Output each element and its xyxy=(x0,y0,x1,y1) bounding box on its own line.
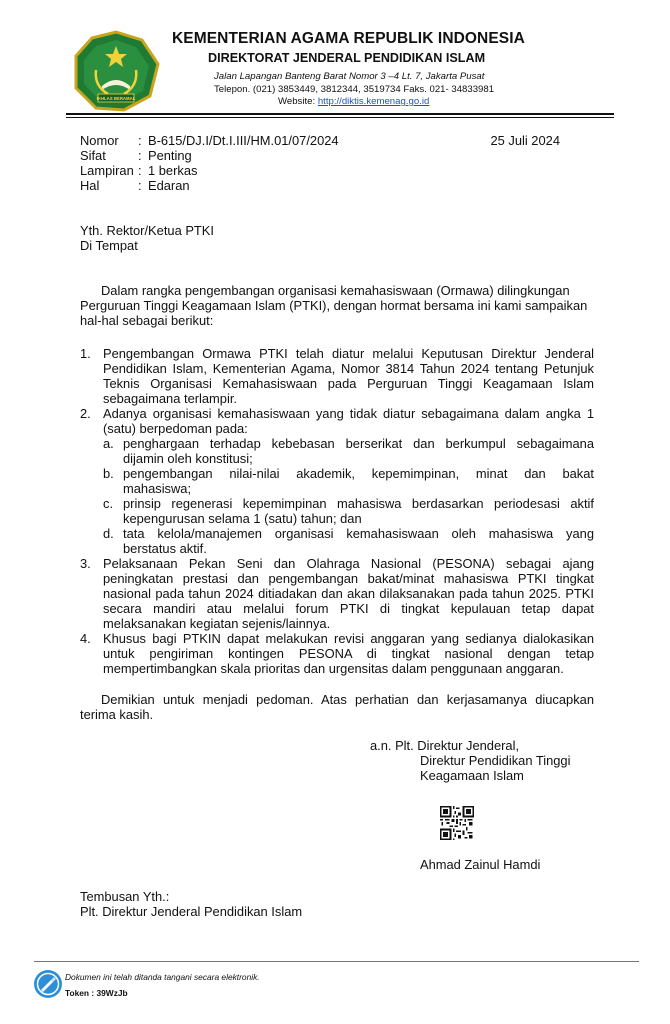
item-number: 4. xyxy=(80,631,91,646)
sub-letter: a. xyxy=(103,436,114,451)
item-line: (satu) berpedoman pada: xyxy=(103,421,248,436)
recipient-line: Yth. Rektor/Ketua PTKI xyxy=(80,223,214,238)
sub-line: berstatus aktif. xyxy=(123,541,207,556)
lampiran-label: Lampiran xyxy=(80,163,134,178)
item-line: mempertimbangkan skala prioritas dan urgensitas dalam penggunaan anggaran. xyxy=(103,661,564,676)
item-line: Teknis Organisasi Kemahasiswaan pada Perguruan Tinggi Keagamaan Islam xyxy=(103,376,594,391)
sub-line: tata kelola/manajemen organisasi kemahasiswaan oleh mahasiswa yang xyxy=(123,526,594,541)
item-line: secara mandiri atau melalui forum PTKI di tingkat kepulauan tetap dapat xyxy=(103,601,594,616)
intro-line: hal-hal sebagai berikut: xyxy=(80,313,214,328)
sub-line: pengembangan nilai-nilai akademik, kepemimpinan, minat dan bakat xyxy=(123,466,594,481)
closing-line: Demikian untuk menjadi pedoman. Atas perhatian dan kerjasamanya diucapkan xyxy=(101,692,594,707)
item-text xyxy=(103,631,594,676)
item-text xyxy=(103,406,594,436)
sub-text xyxy=(123,496,594,526)
sub-text xyxy=(123,466,594,496)
website-line xyxy=(278,96,429,107)
item-text xyxy=(103,346,594,406)
website-label: Website: xyxy=(278,96,318,107)
signature-title: Direktur Pendidikan Tinggi xyxy=(420,753,571,768)
directorate-title: DIREKTORAT JENDERAL PENDIDIKAN ISLAM xyxy=(208,51,486,65)
intro-line: Perguruan Tinggi Keagamaan Islam (PTKI), dengan hormat bersama ini kami sampaikan xyxy=(80,298,588,313)
phone-line: Telepon. (021) 3853449, 3812344, 3519734 Faks. 021- 34833981 xyxy=(214,84,495,95)
sub-text xyxy=(123,526,594,556)
e-signature-icon xyxy=(33,969,63,999)
intro-line: Dalam rangka pengembangan organisasi kemahasiswaan (Ormawa) dilingkungan xyxy=(101,283,570,298)
sub-line: mahasiswa; xyxy=(123,481,192,496)
address-line: Jalan Lapangan Banteng Barat Nomor 3 –4 Lt. 7, Jakarta Pusat xyxy=(214,71,485,82)
footer-rule xyxy=(34,961,639,962)
item-line: Adanya organisasi kemahasiswaan yang tidak diatur sebagaimana dalam angka 1 xyxy=(103,406,594,421)
footer-token: Token : 39WzJb xyxy=(65,988,128,998)
item-line: peningkatan prestasi dan pengembangan bakat/minat mahasiswa PTKI tingkat xyxy=(103,571,594,586)
item-line: untuk pengiriman kontingen PESONA di tingkat nasional dengan tetap xyxy=(103,646,594,661)
item-number: 3. xyxy=(80,556,91,571)
ministry-title: KEMENTERIAN AGAMA REPUBLIK INDONESIA xyxy=(172,30,525,47)
item-text xyxy=(103,556,594,631)
signatory-name: Ahmad Zainul Hamdi xyxy=(420,857,541,872)
sub-line: prinsip regenerasi kepemimpinan mahasiswa berdasarkan periodesasi aktif xyxy=(123,496,594,511)
qr-code xyxy=(440,806,474,840)
website-link[interactable]: http://diktis.kemenag.go.id xyxy=(317,96,430,107)
item-line: Pengembangan Ormawa PTKI telah diatur melalui Keputusan Direktur Jenderal xyxy=(103,346,594,361)
cc-label: Tembusan Yth.: xyxy=(80,889,170,904)
sifat-label: Sifat xyxy=(80,148,106,163)
item-line: melaksanakan kegiatan sejenis/lainnya. xyxy=(103,616,331,631)
header-rule-thick xyxy=(66,113,614,115)
item-line: Pendidikan Islam, Kementerian Agama, Nomor 3814 Tahun 2024 tentang Petunjuk xyxy=(103,361,594,376)
cc-recipient: Plt. Direktur Jenderal Pendidikan Islam xyxy=(80,904,303,919)
item-line: Khusus bagi PTKIN dapat melakukan revisi anggaran yang sedianya dialokasikan xyxy=(103,631,594,646)
ministry-logo xyxy=(72,30,160,112)
item-line: nasional pada tahun 2024 ditiadakan dan akan dilaksanakan pada tahun 2025. PTKI xyxy=(103,586,594,601)
footer-note: Dokumen ini telah ditanda tangani secara elektronik. xyxy=(65,972,260,982)
sifat-colon: : xyxy=(138,148,142,163)
nomor-value: B-615/DJ.I/Dt.I.III/HM.01/07/2024 xyxy=(148,133,339,148)
item-line: sebagaimana terlampir. xyxy=(103,391,237,406)
sub-line: kepengurusan selama 1 (satu) tahun; dan xyxy=(123,511,362,526)
sub-letter: d. xyxy=(103,526,114,541)
sub-line: penghargaan terhadap kebebasan berserikat dan berkumpul sebagaimana xyxy=(123,436,594,451)
svg-text:IKHLAS BERAMAL: IKHLAS BERAMAL xyxy=(96,96,136,101)
sub-letter: b. xyxy=(103,466,114,481)
lampiran-value: 1 berkas xyxy=(148,163,198,178)
item-line: Pelaksanaan Pekan Seni dan Olahraga Nasional (PESONA) sebagai ajang xyxy=(103,556,594,571)
hal-label: Hal xyxy=(80,178,100,193)
sifat-value: Penting xyxy=(148,148,192,163)
closing-line: terima kasih. xyxy=(80,707,154,722)
hal-colon: : xyxy=(138,178,142,193)
sub-text xyxy=(123,436,594,466)
hal-value: Edaran xyxy=(148,178,190,193)
signature-title: Keagamaan Islam xyxy=(420,768,524,783)
letter-date: 25 Juli 2024 xyxy=(490,133,560,148)
nomor-label: Nomor xyxy=(80,133,119,148)
nomor-colon: : xyxy=(138,133,142,148)
recipient-place: Di Tempat xyxy=(80,238,138,253)
item-number: 1. xyxy=(80,346,91,361)
lampiran-colon: : xyxy=(138,163,142,178)
item-number: 2. xyxy=(80,406,91,421)
header-rule-thin xyxy=(66,117,614,118)
signature-title: a.n. Plt. Direktur Jenderal, xyxy=(370,738,520,753)
sub-line: dijamin oleh konstitusi; xyxy=(123,451,253,466)
sub-letter: c. xyxy=(103,496,114,511)
